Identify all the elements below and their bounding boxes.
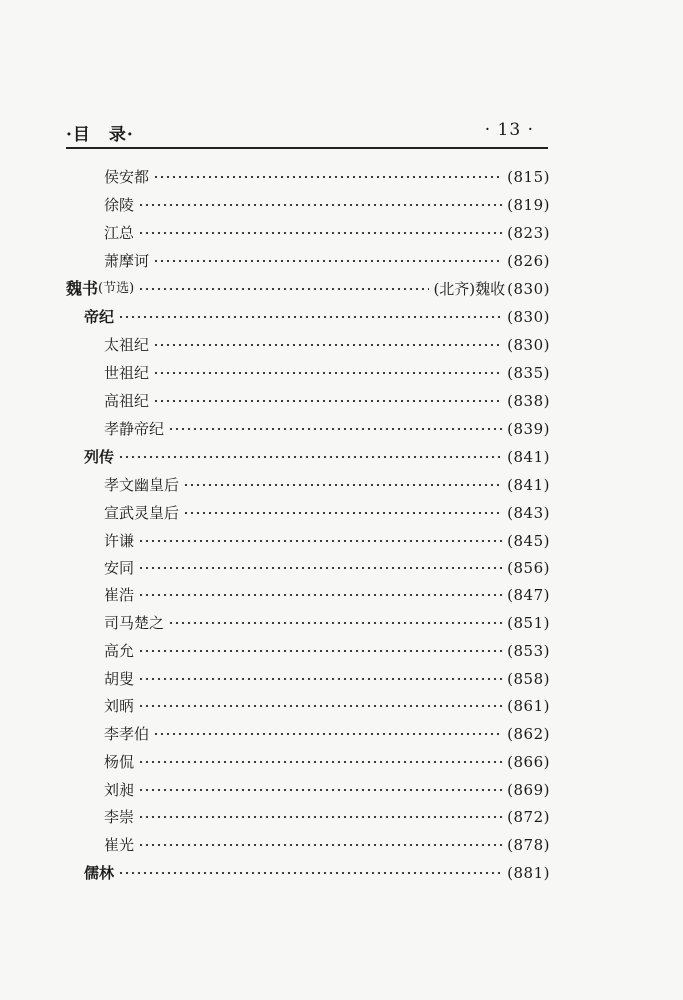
dot-leader [138,567,503,569]
entry-page: (853) [507,642,550,660]
entry-page: (839) [507,420,550,438]
dot-leader [138,678,503,680]
entry-page: (823) [507,224,550,242]
entry-title: 刘昶 [104,781,135,799]
entry-page: (872) [507,808,550,826]
entry-title: 安同 [104,559,135,577]
section-title: 帝纪 [84,308,115,326]
entry-title: 侯安都 [104,168,150,186]
toc-entry [104,390,550,412]
book-title: 魏书 [66,279,99,298]
dot-leader [138,288,429,290]
header-rule [66,147,548,149]
entry-page: (847) [507,586,550,604]
dot-leader [138,232,503,234]
entry-title: 萧摩诃 [104,252,150,270]
entry-page: (841) [507,448,550,466]
entry-page: (815) [507,168,550,186]
toc-section-entry [84,446,550,468]
entry-page: (878) [507,836,550,854]
entry-title: 江总 [104,224,135,242]
dot-leader [153,733,503,735]
dot-leader [138,540,503,542]
dot-leader [118,316,503,318]
toc-entry [104,695,550,717]
entry-page: (830) [507,336,550,354]
entry-title: 李孝伯 [104,725,150,743]
toc-entry [104,806,550,828]
toc-entry [104,222,550,244]
toc-entry [104,166,550,188]
entry-page: (881) [507,864,550,882]
dot-leader [153,176,503,178]
entry-title: 司马楚之 [104,614,165,632]
entry-title: 世祖纪 [104,364,150,382]
dot-leader [153,260,503,262]
entry-page: (835) [507,364,550,382]
entry-page: (861) [507,697,550,715]
dot-leader [138,204,503,206]
toc-entry [104,474,550,496]
section-label: ·目 录· [66,125,134,145]
entry-title: 孝文幽皇后 [104,476,180,494]
toc-entry [104,334,550,356]
entry-page: (851) [507,614,550,632]
dot-leader [138,816,503,818]
toc-entry [104,612,550,634]
dot-leader [168,622,503,624]
entry-page: (843) [507,504,550,522]
dot-leader [183,512,503,514]
entry-title: 杨侃 [104,753,135,771]
dot-leader [138,761,503,763]
dot-leader [118,456,503,458]
entry-title: 高允 [104,642,135,660]
entry-page: (838) [507,392,550,410]
book-note: (节选) [98,281,135,296]
dot-leader [118,872,503,874]
toc-book-entry [66,278,550,300]
toc-entry [104,834,550,856]
toc-entry [104,502,550,524]
entry-title: 高祖纪 [104,392,150,410]
toc-entry [104,640,550,662]
toc-entry [104,723,550,745]
toc-entry [104,557,550,579]
toc-entry [104,194,550,216]
entry-title: 太祖纪 [104,336,150,354]
entry-page: (856) [507,559,550,577]
toc-entry [104,530,550,552]
entry-title: 许谦 [104,532,135,550]
entry-title: 孝静帝纪 [104,420,165,438]
dot-leader [153,344,503,346]
toc-entry [104,362,550,384]
dot-leader [183,484,503,486]
section-title: 列传 [84,448,115,466]
entry-page: (845) [507,532,550,550]
entry-page: (866) [507,753,550,771]
toc-entry [104,751,550,773]
entry-page: (830) [507,280,550,298]
page-number: · 13 · [484,120,534,140]
entry-page: (858) [507,670,550,688]
toc-section-entry [84,306,550,328]
entry-title: 胡叟 [104,670,135,688]
entry-page: (869) [507,781,550,799]
dot-leader [138,844,503,846]
entry-title: 宣武灵皇后 [104,504,180,522]
dot-leader [153,372,503,374]
entry-title: 李崇 [104,808,135,826]
toc-entry [104,418,550,440]
dot-leader [153,400,503,402]
dot-leader [138,594,503,596]
toc-entry [104,250,550,272]
dot-leader [138,789,503,791]
toc-entry [104,584,550,606]
entry-page: (830) [507,308,550,326]
entry-page: (826) [507,252,550,270]
entry-title: 刘昞 [104,697,135,715]
running-header [66,118,548,144]
toc-entry [104,779,550,801]
section-title: 儒林 [84,864,115,882]
toc-entry [104,668,550,690]
entry-page: (862) [507,725,550,743]
entry-page: (841) [507,476,550,494]
dot-leader [138,650,503,652]
entry-page: (819) [507,196,550,214]
entry-title: 崔浩 [104,586,135,604]
entry-title: 徐陵 [104,196,135,214]
entry-title: 崔光 [104,836,135,854]
dot-leader [138,705,503,707]
book-author: (北齐)魏收 [433,280,506,298]
toc-section-entry [84,862,550,884]
dot-leader [168,428,503,430]
